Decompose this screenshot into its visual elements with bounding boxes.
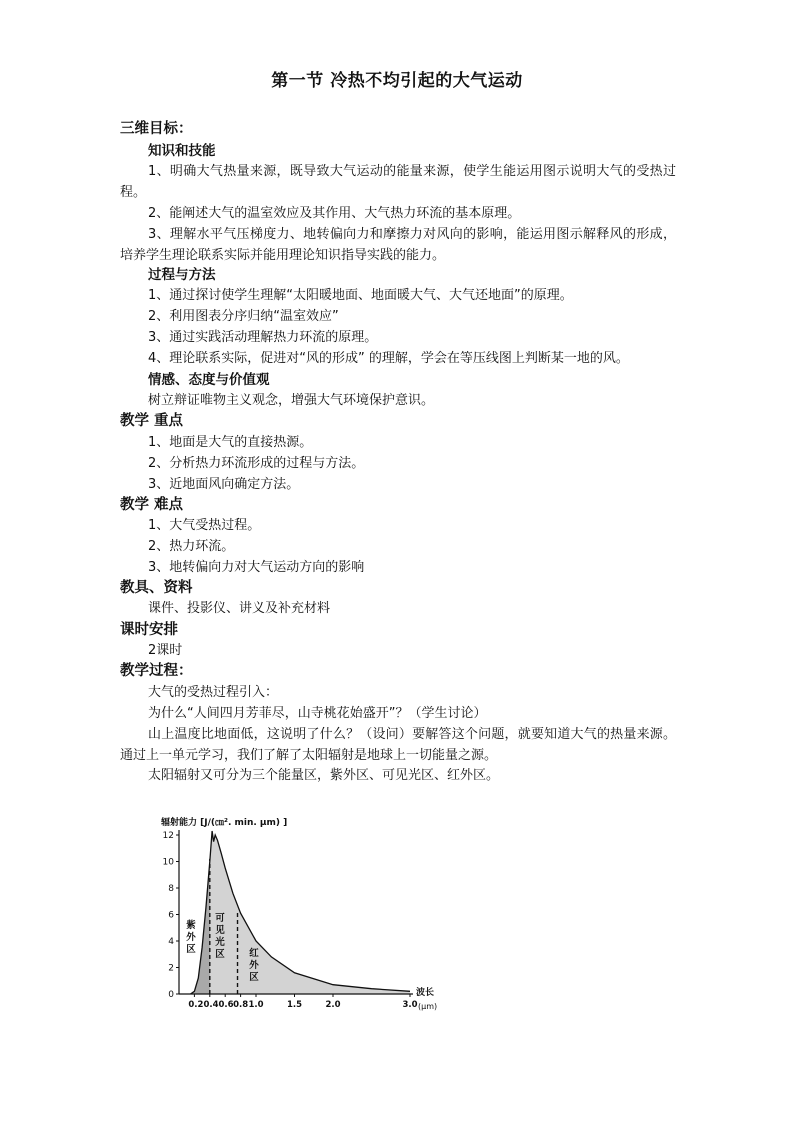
region-label-char: 可 [215, 913, 225, 924]
region-label-char: 区 [215, 949, 225, 960]
schedule-heading: 课时安排 [120, 622, 178, 638]
process-paragraph-1: 大气的受热过程引入： [148, 685, 279, 700]
region-label-char: 区 [249, 972, 259, 983]
process-paragraph-2: 为什么“人间四月芳菲尽，山寺桃花始盛开”？（学生讨论） [148, 706, 487, 721]
x-tick-label: 3.0 [402, 1000, 418, 1010]
region-label-char: 红 [249, 948, 259, 959]
key-points-heading: 教学 重点 [120, 413, 184, 429]
knowledge-heading: 知识和技能 [148, 143, 216, 159]
y-tick-label: 12 [162, 831, 174, 841]
x-tick-label: 2.0 [325, 1000, 341, 1010]
region-label-char: 紫 [186, 920, 196, 931]
y-tick-label: 4 [168, 937, 174, 947]
process-paragraph-3: 山上温度比地面低，这说明了什么？（设问）要解答这个问题，就要知道大气的热量来源。通过上一单元学习，我们了解了太阳辐射是地球上一切能量之源。 [120, 727, 676, 763]
page-title: 第一节 冷热不均引起的大气运动 [271, 71, 523, 91]
process-section-heading: 教学过程： [120, 663, 193, 679]
emotion-heading: 情感、态度与价值观 [148, 372, 270, 388]
schedule-text: 2课时 [148, 643, 183, 658]
region-label-char: 外 [249, 960, 259, 971]
solar-radiation-chart [150, 808, 450, 1018]
chart-xlabel: 波长 [416, 988, 435, 998]
process-item-1: 1、通过探讨使学生理解“太阳暖地面、地面暖大气、大气还地面”的原理。 [148, 288, 573, 303]
x-tick-label: 1.5 [286, 1000, 303, 1010]
y-tick-label: 0 [168, 990, 174, 1000]
process-heading: 过程与方法 [148, 267, 216, 283]
region-label-char: 光 [215, 937, 225, 948]
key-point-3: 3、近地面风向确定方法。 [148, 477, 300, 492]
chart-ylabel: 辐射能力 [J/(㎝². min. μm) ] [161, 818, 288, 828]
key-point-2: 2、分析热力环流形成的过程与方法。 [148, 456, 365, 471]
process-paragraph-4: 太阳辐射又可分为三个能量区，紫外区、可见光区、红外区。 [148, 768, 500, 783]
knowledge-item-1: 1、明确大气热量来源，既导致大气运动的能量来源，使学生能运用图示说明大气的受热过程。 [120, 164, 676, 200]
process-item-3: 3、通过实践活动理解热力环流的原理。 [148, 330, 378, 345]
materials-text: 课件、投影仪、讲义及补充材料 [148, 601, 331, 616]
x-tick-label: 1.0 [248, 1000, 264, 1010]
emotion-text: 树立辩证唯物主义观念，增强大气环境保护意识。 [148, 393, 435, 408]
y-tick-label: 2 [168, 963, 174, 974]
y-tick-label: 10 [162, 857, 174, 868]
x-tick-label: 0.20.40.6 [188, 1000, 234, 1010]
objectives-heading: 三维目标： [120, 121, 193, 137]
difficulty-3: 3、地转偏向力对大气运动方向的影响 [148, 560, 365, 575]
difficulties-heading: 教学 难点 [120, 497, 184, 513]
process-item-4: 4、理论联系实际，促进对“风的形成” 的理解，学会在等压线图上判断某一地的风。 [148, 351, 629, 366]
region-label-char: 外 [186, 932, 196, 943]
process-item-2: 2、利用图表分序归纳“温室效应” [148, 309, 339, 324]
y-tick-label: 8 [168, 884, 174, 894]
x-tick-label: 0.8 [233, 1000, 249, 1010]
chart-xlabel-unit: (μm) [418, 1002, 438, 1011]
materials-heading: 教具、资料 [120, 580, 193, 596]
y-tick-label: 6 [168, 910, 174, 921]
difficulty-1: 1、大气受热过程。 [148, 518, 261, 533]
difficulty-2: 2、热力环流。 [148, 539, 235, 554]
region-label-char: 见 [215, 925, 225, 936]
knowledge-item-3: 3、理解水平气压梯度力、地转偏向力和摩擦力对风向的影响，能运用图示解释风的形成，培养学生理论联系实际并能用理论知识指导实践的能力。 [120, 227, 676, 263]
region-label-char: 区 [186, 944, 196, 955]
knowledge-item-2: 2、能阐述大气的温室效应及其作用、大气热力环流的基本原理。 [148, 206, 521, 221]
key-point-1: 1、地面是大气的直接热源。 [148, 435, 313, 450]
